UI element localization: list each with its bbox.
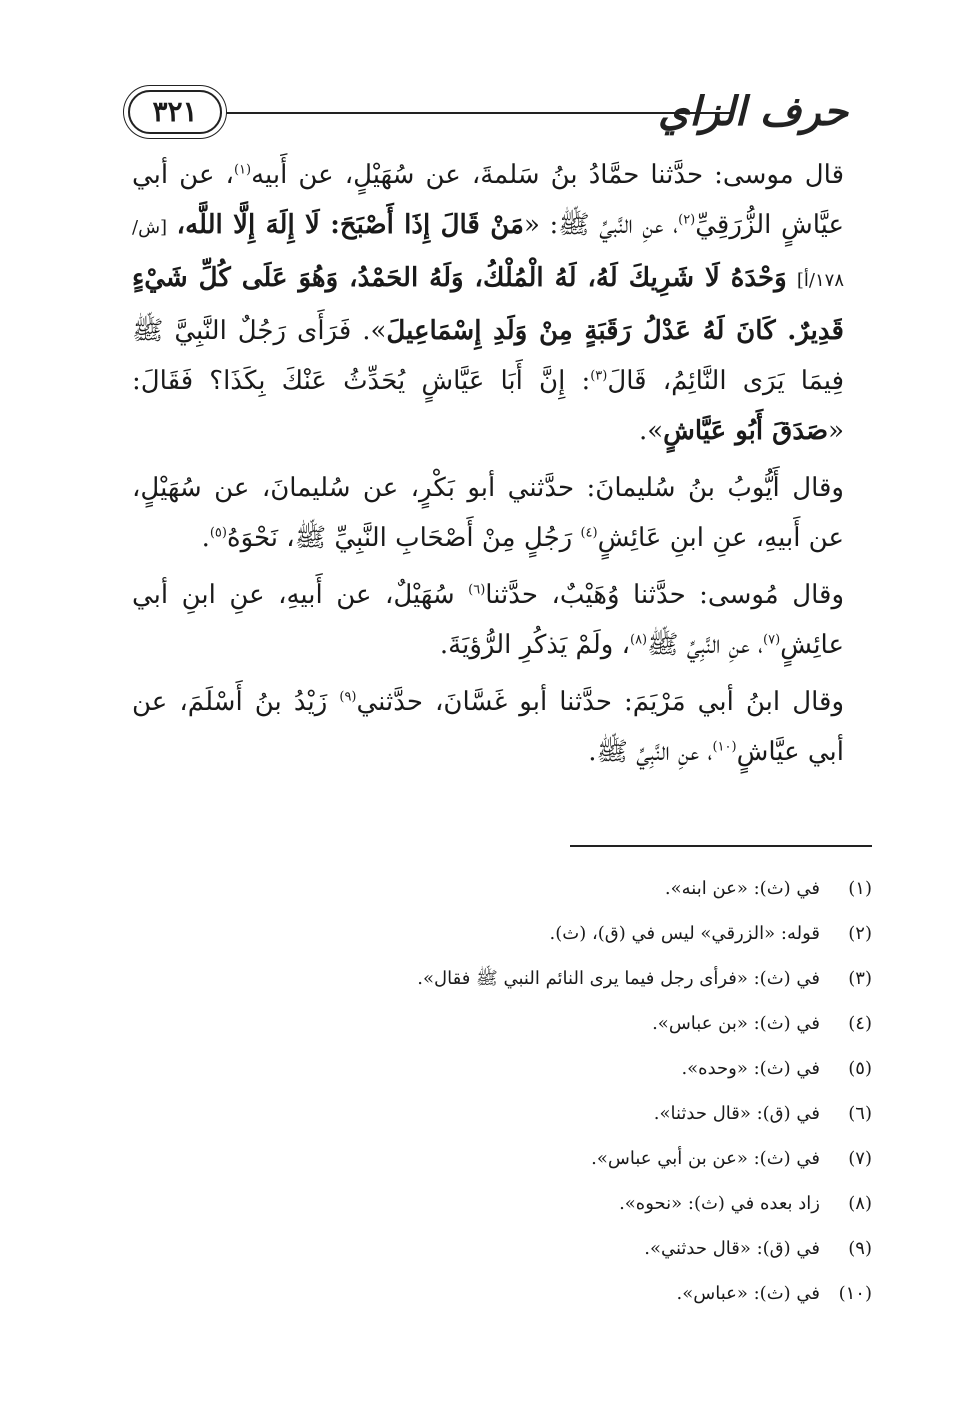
chapter-title: حرف الزاي bbox=[658, 88, 848, 135]
footnote-item bbox=[132, 1271, 872, 1316]
text-segment: ، عنِ النَّبِيِّ ﷺ bbox=[647, 630, 764, 660]
page-header bbox=[128, 84, 848, 140]
footnote-text: في (ث): «عباس». bbox=[676, 1283, 820, 1304]
footnote-item bbox=[132, 1091, 872, 1136]
footnote-ref: (٩) bbox=[339, 689, 357, 705]
footnote-number: (٦) bbox=[848, 1103, 872, 1124]
footnote-text: في (ث): «وحده». bbox=[681, 1058, 820, 1079]
footnote-text: في (ث): «بن عباس». bbox=[652, 1013, 820, 1034]
footnote-ref: (٣) bbox=[590, 368, 608, 384]
text-segment: . bbox=[201, 523, 210, 553]
footnote-item bbox=[132, 911, 872, 956]
footnote-item bbox=[132, 1136, 872, 1181]
text-segment: ، ولَمْ يَذكُرِ الرُّؤيَةَ. bbox=[439, 630, 630, 660]
text-segment: وقال ابنُ أبي مَرْيَمَ: حدَّثنا أبو غَسَّانَ، حدَّثني bbox=[356, 687, 844, 717]
text-segment: وقال مُوسى: حدَّثنا وُهَيْبٌ، حدَّثنا bbox=[485, 580, 844, 610]
text-segment: ، عنِ النَّبِيِّ ﷺ. bbox=[588, 737, 713, 767]
footnote-number: (٧) bbox=[848, 1148, 872, 1169]
footnote-number: (١) bbox=[848, 878, 872, 899]
text-segment: سُهَيْلٌ، عن أَبيهِ، عنِ ابنِ أبي عائِشٍ bbox=[132, 580, 844, 660]
manuscript-note: [ش/١٧٨/أ] bbox=[132, 217, 845, 291]
footnote-text: قوله: «الزرقي» ليس في (ق)، (ث). bbox=[549, 923, 820, 944]
footnote-item bbox=[132, 1226, 872, 1271]
hadith-text: وَحْدَهُ لَا شَرِيكَ لَهُ، لَهُ الْمُلْكُ، وَلَهُ الحَمْدُ، وَهُوَ عَلَى كُلِّ شَيْءٍ قَدِيرٌ. كَانَ لَهُ عَدْلُ رَقَبَةٍ مِنْ وَلَدِ إِسْمَاعِيلَ bbox=[132, 263, 844, 346]
footnote-number: (٩) bbox=[848, 1238, 872, 1259]
text-segment: رَجُلٍ مِنْ أَصْحَابِ النَّبِيِّ ﷺ، نَحْوَهُ bbox=[226, 523, 581, 553]
footnote-ref: (١) bbox=[233, 162, 252, 178]
footnote-text: في (ث): «عن بن أبي عباس». bbox=[591, 1148, 820, 1169]
hadith-text: صَدَقَ أَبُو عَيَّاشٍ bbox=[663, 416, 829, 446]
footnote-number: (٢) bbox=[848, 923, 872, 944]
text-segment: ». فَرَأَى رَجُلٌ النَّبِيَّ ﷺ فِيمَا يَرَى النَّائِمُ، قَالَ bbox=[132, 316, 844, 396]
footnote-item bbox=[132, 1046, 872, 1091]
hadith-text: مَنْ قَالَ إِذَا أَصْبَحَ: لَا إِلَهَ إِلَّا اللَّه، bbox=[176, 210, 524, 240]
paragraph-1 bbox=[132, 150, 844, 456]
text-segment: ». bbox=[638, 416, 664, 446]
footnote-number: (١٠) bbox=[838, 1283, 872, 1304]
footnote-item bbox=[132, 956, 872, 1001]
footnote-number: (٥) bbox=[848, 1058, 872, 1079]
text-segment: وقال أَيُّوبُ بنُ سُليمانَ: حدَّثني أبو بَكْرٍ، عن سُليمانَ، عن سُهَيْلٍ، عن أَبيهِ، عنِ ابنِ عَائِشٍ bbox=[132, 473, 844, 553]
footnote-ref: (٨) bbox=[629, 632, 648, 648]
page-number-frame bbox=[128, 90, 222, 134]
footnote-text: في (ق): «قال حدثنا». bbox=[653, 1103, 820, 1124]
footnote-text: في (ق): «قال حدثني». bbox=[644, 1238, 820, 1259]
footnote-ref: (٤) bbox=[580, 525, 598, 541]
footnotes bbox=[132, 866, 872, 1316]
footnote-item bbox=[132, 1001, 872, 1046]
footnote-ref: (٢) bbox=[678, 212, 696, 228]
text-segment: ، عن أبي عيَّاشٍ الزُّرَقِيِّ bbox=[132, 160, 845, 240]
footnote-number: (٤) bbox=[848, 1013, 872, 1034]
main-text bbox=[132, 150, 844, 784]
text-segment: ، عنِ النَّبيِّ ﷺ: « bbox=[523, 210, 679, 240]
footnote-text: زاد بعده في (ث): «نحوه». bbox=[619, 1193, 820, 1214]
text-segment: قال موسى: حدَّثنا حمَّادُ بنُ سَلمةَ، عن سُهَيْلٍ، عن أَبيه bbox=[251, 160, 844, 190]
paragraph-2 bbox=[132, 463, 844, 563]
header-rule bbox=[220, 112, 730, 114]
footnote-item bbox=[132, 866, 872, 911]
footnote-ref: (٧) bbox=[763, 632, 781, 648]
footnote-text: في (ث): «عن ابنه». bbox=[664, 878, 820, 899]
paragraph-4 bbox=[132, 677, 844, 777]
text-segment: زَيْدُ بنُ أَسْلَمَ، عن أبي عيَّاشٍ bbox=[132, 687, 844, 767]
footnote-number: (٣) bbox=[848, 968, 872, 989]
footnote-ref: (١٠) bbox=[712, 739, 737, 755]
footnote-separator bbox=[570, 845, 872, 847]
footnote-ref: (٦) bbox=[468, 582, 486, 598]
footnote-number: (٨) bbox=[848, 1193, 872, 1214]
footnote-text: في (ث): «فرأى رجل فيما يرى النائم النبي ﷺ فقال». bbox=[417, 968, 820, 989]
footnote-ref: (٥) bbox=[209, 525, 227, 541]
text-segment: : إِنَّ أَبَا عَيَّاشٍ يُحَدِّثُ عَنْكَ بِكَذَا؟ فَقَالَ: « bbox=[132, 366, 844, 446]
footnote-item bbox=[132, 1181, 872, 1226]
page-number: ٣٢١ bbox=[152, 95, 198, 128]
paragraph-3 bbox=[132, 570, 844, 670]
